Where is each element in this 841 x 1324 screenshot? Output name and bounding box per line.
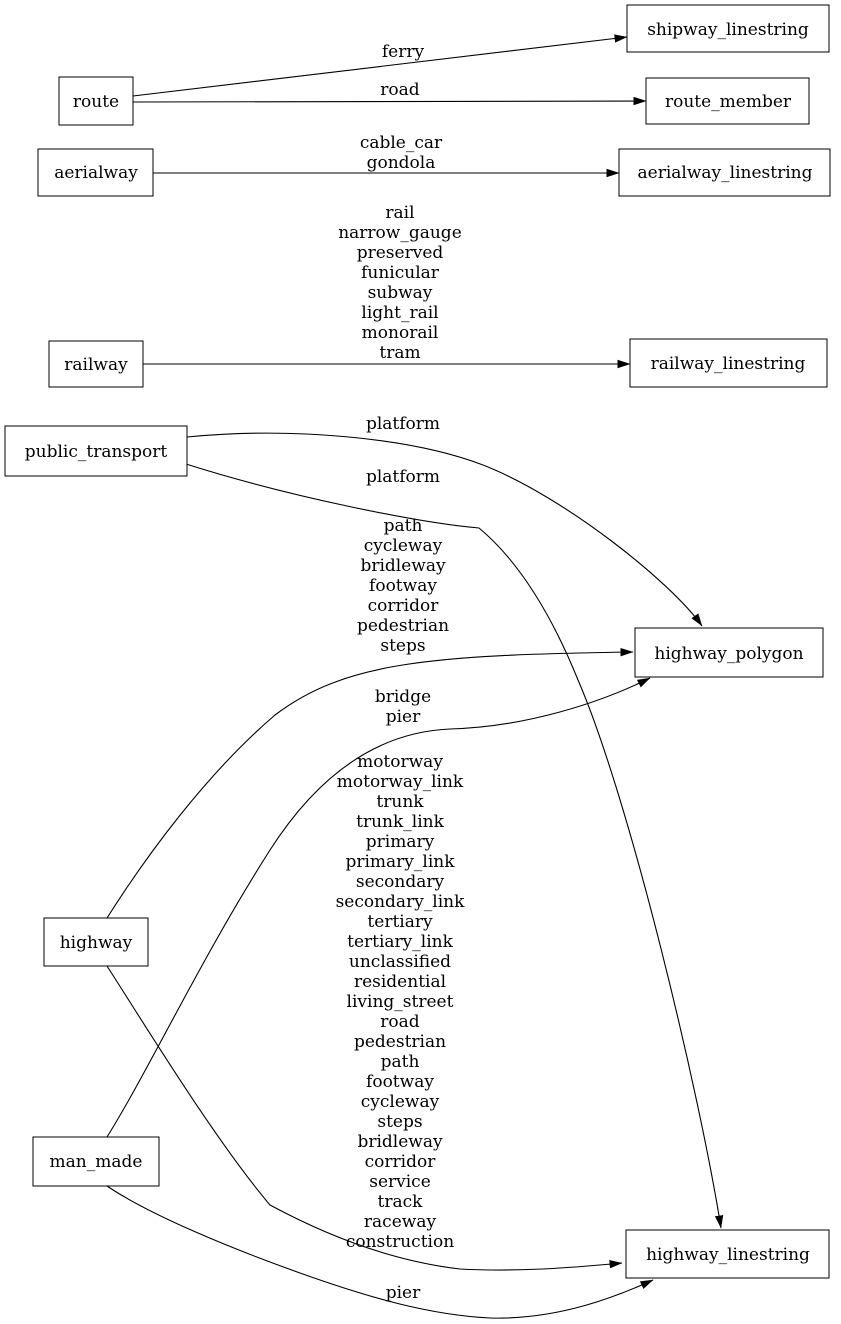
node-highway_linestring	[626, 1230, 829, 1278]
node-highway_polygon-label: highway_polygon	[654, 644, 804, 664]
node-route_member-label: route_member	[664, 92, 792, 112]
node-railway	[49, 341, 143, 387]
edge-label-group	[336, 42, 466, 1303]
node-shipway_linestring	[627, 5, 829, 52]
edge-label-cable_car-gondola: cable_car gondola	[359, 133, 443, 173]
edge-label-road: road	[380, 80, 420, 100]
node-route	[59, 77, 133, 125]
edge-label-platform-linestring: platform	[365, 467, 441, 487]
edge-label-ferry: ferry	[381, 42, 425, 62]
node-route-label: route	[72, 92, 120, 112]
node-railway_linestring-label: railway_linestring	[650, 354, 806, 374]
node-highway-label: highway	[59, 933, 133, 953]
edge-label-highway-linestring-types: motorway motorway_link trunk trunk_link primary primary_link secondary secondary_link tertiary tertiary_link unclassified residential living_street road pedestrian path footway cycleway steps bridleway corridor service track raceway construction	[335, 752, 465, 1252]
node-aerialway_linestring	[619, 149, 830, 196]
edge-label-platform-polygon: platform	[365, 414, 441, 434]
edge-public_transport-highway_polygon	[187, 433, 702, 626]
node-aerialway_linestring-label: aerialway_linestring	[637, 163, 813, 183]
node-route_member	[646, 78, 809, 124]
node-highway	[44, 918, 148, 966]
node-highway_polygon	[635, 628, 823, 677]
node-aerialway	[38, 149, 153, 196]
edge-route-route_member	[133, 101, 646, 102]
node-highway_linestring-label: highway_linestring	[646, 1245, 810, 1265]
node-aerialway-label: aerialway	[54, 163, 138, 183]
edge-label-bridge-pier: bridge pier	[374, 687, 432, 727]
edge-label-railway-types: rail narrow_gauge preserved funicular subway light_rail monorail tram	[338, 203, 462, 363]
node-public_transport	[5, 426, 187, 476]
node-man_made	[33, 1137, 159, 1186]
edge-label-pier: pier	[385, 1283, 421, 1303]
node-railway-label: railway	[64, 355, 128, 375]
node-railway_linestring	[630, 339, 827, 387]
edge-public_transport-highway_linestring	[186, 464, 721, 1228]
node-shipway_linestring-label: shipway_linestring	[647, 20, 809, 40]
node-public_transport-label: public_transport	[24, 442, 168, 462]
node-man_made-label: man_made	[49, 1152, 143, 1172]
edge-label-highway-polygon-types: path cycleway bridleway footway corridor pedestrian steps	[356, 516, 450, 656]
